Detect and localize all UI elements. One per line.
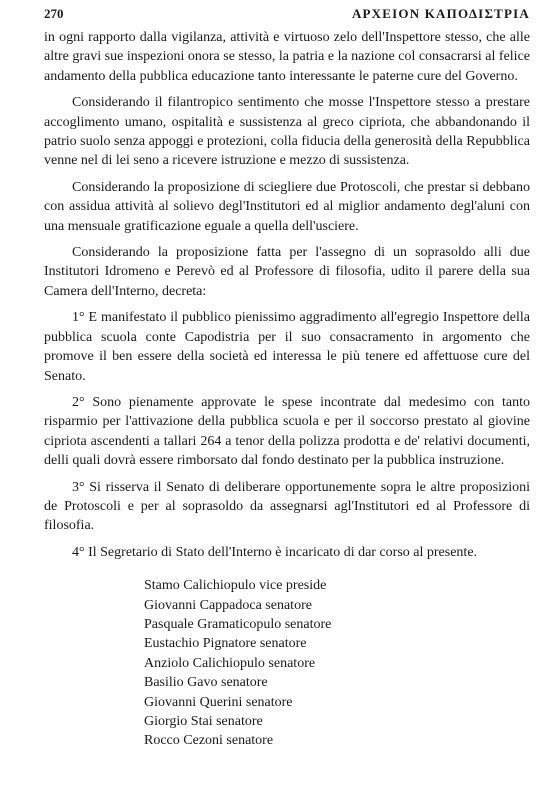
decree-article-2: 2° Sono pienamente approvate le spese incontrate dal medesimo con tanto risparmio per l'attivazione della pubblica scuola e per il soccorso prestato al giovine cipriota ascendenti a tallari 264 a tenor della polizza prodotta e de' relativi documenti, delli quali dovrà essere rimborsato dal fondo destinato per la pubblica instruzione. xyxy=(44,394,530,469)
signature-line: Giovanni Cappadoca senatore xyxy=(144,597,312,613)
paragraph-continuation: in ogni rapporto dalla vigilanza, attività e virtuoso zelo dell'Inspettore stesso, che alle altre gravi sue inspezioni onora se stesso, la patria e la nazione col consacrarsi al felice andamento della pubblica educazione tanto interessante le paterne cure del Governo. xyxy=(44,30,530,84)
signature-line: Eustachio Pignatore senatore xyxy=(144,636,307,652)
signature-line: Basilio Gavo senatore xyxy=(144,675,268,691)
signature-list xyxy=(44,576,530,751)
decree-article-1: 1° E manifestato il pubblico pienissimo aggradimento all'egregio Inspettore della pubblica scuola conte Capodistria per il suo consacramento in argomento che promove il ben essere della società ed interessa le più tenere ed affettuose cure del Senato. xyxy=(44,310,530,384)
page-number: 270 xyxy=(44,6,64,21)
paragraph-considerando-3: Considerando la proposizione fatta per l'assegno di un soprasoldo alli due Institutori Idromeno e Perevò ed al Professore di filosofia, udito il parere della sua Camera dell'Interno, decreta: xyxy=(44,245,530,299)
signature-line: Giovanni Querini senatore xyxy=(144,694,293,710)
document-page xyxy=(44,6,530,751)
body-text xyxy=(44,28,530,562)
signature-line: Giorgio Stai senatore xyxy=(144,714,263,729)
decree-article-4: 4° Il Segretario di Stato dell'Interno è incaricato di dar corso al presente. xyxy=(72,544,478,560)
running-title: ΑΡΧΕΙΟΝ ΚΑΠΟΔΙΣΤΡΙΑ xyxy=(351,6,530,21)
signature-line: Stamo Calichiopulo vice preside xyxy=(144,578,327,594)
paragraph-considerando-2: Considerando la proposizione di sciegliere due Protoscoli, che prestar si debbano con assidua attività al solievo degl'Institutori ed al miglior andamento degl'aluni con una mensuale gratificazione eguale a quella dell'usciere. xyxy=(44,179,530,234)
page-header xyxy=(44,6,530,28)
decree-article-3: 3° Si risserva il Senato di deliberare opportunemente sopra le altre proposizioni de Protoscoli e per al soprasoldo da assegnarsi agl'Institutori ed al Professore di filosofia. xyxy=(44,479,530,534)
signature-line: Anziolo Calichiopulo senatore xyxy=(144,655,316,671)
signature-line: Rocco Cezoni senatore xyxy=(144,733,274,749)
signature-line: Pasquale Gramaticopulo senatore xyxy=(144,616,332,632)
paragraph-considerando-1: Considerando il filantropico sentimento che mosse l'Inspettore stesso a prestare accoglimento umano, ospitalità e sussistenza al greco cipriota, che abbandonando il patrio suolo senza appoggi e protezioni, colla fiducia della generosità della Repubblica venne nel di lei seno a ricevere istruzione e mezzo di sussistenza. xyxy=(44,95,530,169)
